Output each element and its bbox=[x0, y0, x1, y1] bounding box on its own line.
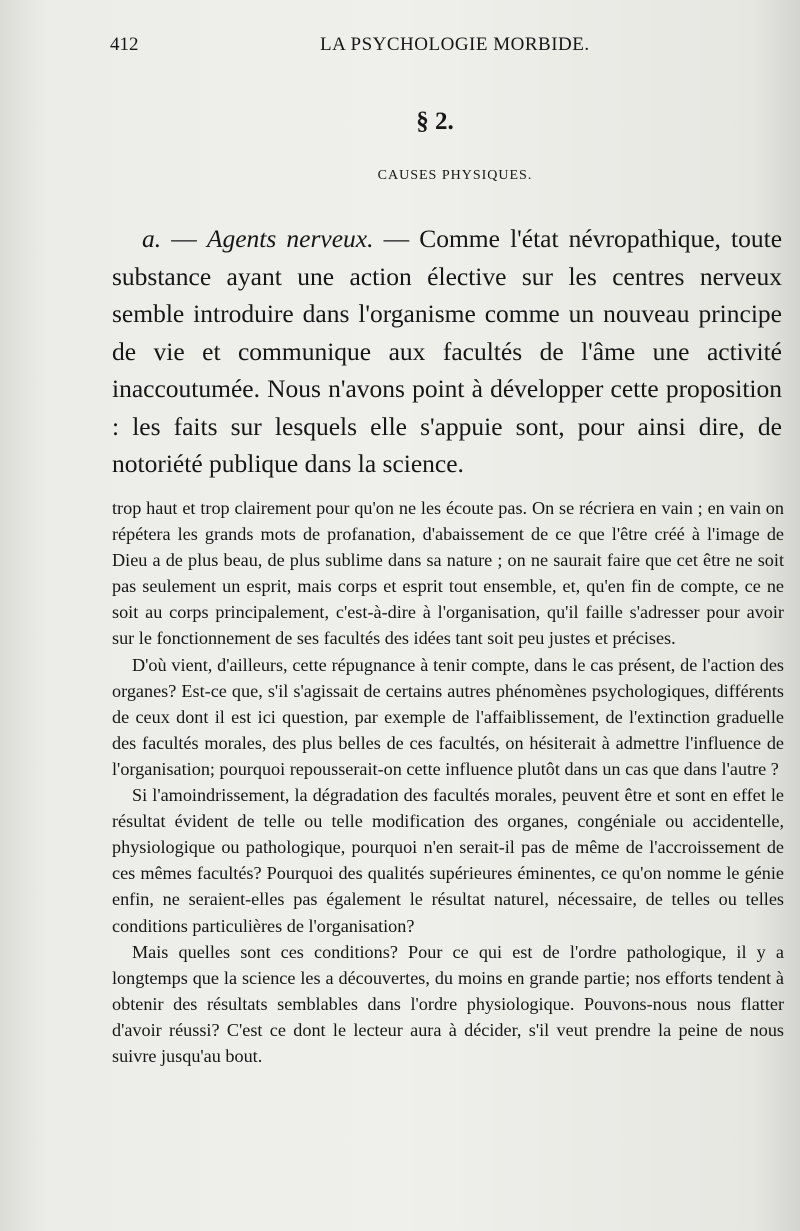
paragraph-continuation: trop haut et trop clairement pour qu'on ne les écoute pas. On se récriera en vain ; en vain on répétera les grands mots de profanation, d'abaissement de ce que l'être créé à l'image de Dieu a de plus beau, de plus sublime dans sa nature ; on ne saurait faire que cet être ne soit pas seulement un esprit, mais corps et esprit tout ensemble, et, qu'en fin de compte, ce ne soit au corps principalement, c'est-à-dire à l'organisation, qu'il faille s'adresser pour avoir sur le fonctionnement de ses facultés des idées tant soit peu justes et précises. bbox=[112, 498, 784, 649]
item-heading: Agents nerveux. bbox=[206, 224, 374, 253]
large-paragraph-text: — Comme l'état névropathique, toute substance ayant une action élective sur les centres nerveux semble introduire dans l'organisme comme un nouveau principe de vie et communique aux facultés de l'âme une activité inaccoutumée. Nous n'avons point à développer cette proposition : les faits sur lesquels elle s'appuie sont, pour ainsi dire, de notoriété publique dans la science. bbox=[112, 224, 783, 478]
body-text bbox=[112, 495, 784, 1069]
section-number: § 2. bbox=[416, 108, 454, 135]
large-paragraph bbox=[112, 220, 782, 483]
item-label: a. bbox=[142, 224, 162, 253]
paragraph: Si l'amoindrissement, la dégradation des facultés morales, peuvent être et sont en effet le résultat évident de telle ou telle modification des organes, congéniale ou accidentelle, physiologique ou pathologique, pourquoi n'en serait-il pas de même de l'accroissement de ces mêmes facultés? Pourquoi des qualités supérieures éminentes, ce qu'on nomme le génie enfin, ne seraient-elles pas également le résultat naturel, nécessaire, de telles ou telles conditions particulières de l'organisation? bbox=[112, 785, 784, 936]
section-title: CAUSES PHYSIQUES. bbox=[377, 168, 533, 183]
bleed-through-text bbox=[140, 80, 146, 106]
running-title: LA PSYCHOLOGIE MORBIDE. bbox=[320, 34, 590, 55]
paragraph: Mais quelles sont ces conditions? Pour ce qui est de l'ordre pathologique, il y a longtemps que la science les a découvertes, du moins en grande partie; nos efforts tendent à obtenir des résultats semblables dans l'ordre physiologique. Pouvons-nous nous flatter d'avoir réussi? C'est ce dont le lecteur aura à décider, s'il veut prendre la peine de nous suivre jusqu'au bout. bbox=[112, 941, 784, 1066]
paragraph: D'où vient, d'ailleurs, cette répugnance à tenir compte, dans le cas présent, de l'action des organes? Est-ce que, s'il s'agissait de certains autres phénomènes psychologiques, différents de ceux dont il est ici question, par exemple de l'affaiblissement, de l'extinction graduelle des facultés morales, des plus belles de ces facultés, on hésiterait à admettre l'influence de l'organisation; pourquoi repousserait-on cette influence plutôt dans un cas que dans l'autre ? bbox=[112, 654, 784, 779]
page-number: 412 bbox=[110, 34, 139, 55]
label-dash: — bbox=[171, 224, 197, 253]
page-header bbox=[110, 34, 790, 60]
